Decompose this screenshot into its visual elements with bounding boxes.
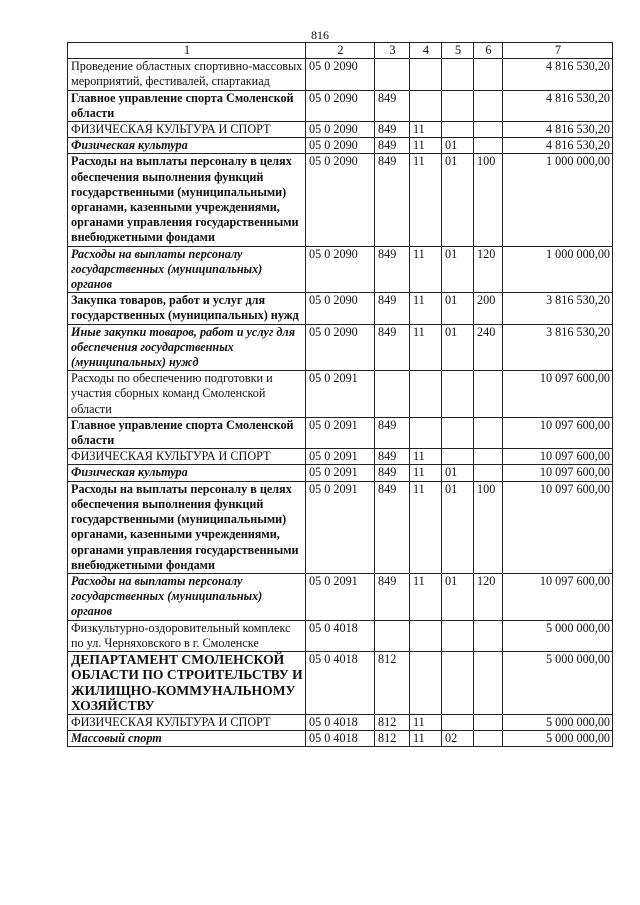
table-row: [68, 731, 613, 747]
target-code-cell: 05 0 2090: [306, 90, 375, 121]
target-code-cell: 05 0 2091: [306, 481, 375, 573]
subsection-cell: [442, 122, 474, 138]
expense-type-cell: [474, 620, 503, 651]
amount-cell: 10 097 600,00: [503, 465, 613, 481]
subsection-cell: [442, 449, 474, 465]
page-number: 816: [311, 28, 329, 42]
section-cell: [410, 90, 442, 121]
admin-code-cell: 849: [375, 246, 410, 293]
subsection-cell: 01: [442, 573, 474, 620]
subsection-cell: [442, 417, 474, 448]
expense-type-cell: 240: [474, 324, 503, 371]
amount-cell: 4 816 530,20: [503, 59, 613, 90]
target-code-cell: 05 0 4018: [306, 620, 375, 651]
row-name-cell: Физическая культура: [68, 138, 306, 154]
expense-type-cell: 120: [474, 246, 503, 293]
target-code-cell: 05 0 2091: [306, 465, 375, 481]
admin-code-cell: 849: [375, 481, 410, 573]
expense-type-cell: [474, 122, 503, 138]
amount-cell: 4 816 530,20: [503, 122, 613, 138]
target-code-cell: 05 0 2091: [306, 573, 375, 620]
subsection-cell: [442, 714, 474, 730]
table-row: [68, 573, 613, 620]
amount-cell: 4 816 530,20: [503, 90, 613, 121]
expense-type-cell: [474, 138, 503, 154]
column-number-row: [68, 43, 613, 59]
expense-type-cell: [474, 714, 503, 730]
amount-cell: 5 000 000,00: [503, 620, 613, 651]
column-header: 1: [68, 43, 306, 59]
table-body: [68, 59, 613, 747]
amount-cell: 4 816 530,20: [503, 138, 613, 154]
section-cell: 11: [410, 246, 442, 293]
admin-code-cell: 812: [375, 731, 410, 747]
amount-cell: 1 000 000,00: [503, 246, 613, 293]
amount-cell: 5 000 000,00: [503, 651, 613, 714]
row-name-cell: Расходы на выплаты персоналу государственных (муниципальных) органов: [68, 573, 306, 620]
subsection-cell: 01: [442, 138, 474, 154]
table-row: [68, 417, 613, 448]
column-header: 6: [474, 43, 503, 59]
expense-type-cell: [474, 731, 503, 747]
row-name-cell: Физкультурно-оздоровительный комплекс по ул. Черняховского в г. Смоленске: [68, 620, 306, 651]
section-cell: 11: [410, 324, 442, 371]
column-header: 4: [410, 43, 442, 59]
row-name-cell: Проведение областных спортивно-массовых мероприятий, фестивалей, спартакиад: [68, 59, 306, 90]
target-code-cell: 05 0 4018: [306, 731, 375, 747]
table-row: [68, 138, 613, 154]
row-name-cell: Иные закупки товаров, работ и услуг для обеспечения государственных (муниципальных) нужд: [68, 324, 306, 371]
expense-type-cell: [474, 449, 503, 465]
subsection-cell: 01: [442, 465, 474, 481]
row-name-cell: Главное управление спорта Смоленской области: [68, 90, 306, 121]
target-code-cell: 05 0 2091: [306, 371, 375, 418]
target-code-cell: 05 0 2090: [306, 138, 375, 154]
row-name-cell: Массовый спорт: [68, 731, 306, 747]
section-cell: 11: [410, 573, 442, 620]
subsection-cell: [442, 371, 474, 418]
row-name-cell: Главное управление спорта Смоленской области: [68, 417, 306, 448]
amount-cell: 1 000 000,00: [503, 154, 613, 246]
section-cell: [410, 417, 442, 448]
amount-cell: 10 097 600,00: [503, 371, 613, 418]
table-row: [68, 449, 613, 465]
section-cell: [410, 371, 442, 418]
table-row: [68, 122, 613, 138]
admin-code-cell: 849: [375, 324, 410, 371]
row-name-cell: Расходы по обеспечению подготовки и участия сборных команд Смоленской области: [68, 371, 306, 418]
admin-code-cell: 849: [375, 90, 410, 121]
table-row: [68, 90, 613, 121]
row-name-cell: Расходы на выплаты персоналу в целях обеспечения выполнения функций государственными (муниципальными) органами, казенными учреждениями, органами управления государственными внебюджетными фондами: [68, 481, 306, 573]
section-cell: 11: [410, 154, 442, 246]
target-code-cell: 05 0 2090: [306, 59, 375, 90]
target-code-cell: 05 0 2090: [306, 293, 375, 324]
admin-code-cell: 849: [375, 417, 410, 448]
section-cell: 11: [410, 293, 442, 324]
section-cell: 11: [410, 122, 442, 138]
row-name-cell: Физическая культура: [68, 465, 306, 481]
section-cell: 11: [410, 138, 442, 154]
amount-cell: 5 000 000,00: [503, 714, 613, 730]
subsection-cell: [442, 620, 474, 651]
admin-code-cell: [375, 620, 410, 651]
row-name-cell: Расходы на выплаты персоналу в целях обеспечения выполнения функций государственными (муниципальными) органами, казенными учреждениями, органами управления государственными внебюджетными фондами: [68, 154, 306, 246]
subsection-cell: [442, 90, 474, 121]
subsection-cell: 01: [442, 481, 474, 573]
target-code-cell: 05 0 2091: [306, 449, 375, 465]
admin-code-cell: 849: [375, 154, 410, 246]
admin-code-cell: 849: [375, 122, 410, 138]
table-row: [68, 324, 613, 371]
admin-code-cell: 849: [375, 293, 410, 324]
row-name-cell: ФИЗИЧЕСКАЯ КУЛЬТУРА И СПОРТ: [68, 449, 306, 465]
subsection-cell: 02: [442, 731, 474, 747]
expense-type-cell: 100: [474, 154, 503, 246]
admin-code-cell: [375, 59, 410, 90]
expense-type-cell: [474, 465, 503, 481]
column-header: 2: [306, 43, 375, 59]
admin-code-cell: 849: [375, 573, 410, 620]
table-row: [68, 59, 613, 90]
amount-cell: 10 097 600,00: [503, 417, 613, 448]
column-header: 5: [442, 43, 474, 59]
amount-cell: 3 816 530,20: [503, 293, 613, 324]
section-cell: 11: [410, 481, 442, 573]
table-row: [68, 293, 613, 324]
amount-cell: 10 097 600,00: [503, 481, 613, 573]
admin-code-cell: 812: [375, 651, 410, 714]
expense-type-cell: [474, 90, 503, 121]
target-code-cell: 05 0 2090: [306, 154, 375, 246]
subsection-cell: [442, 651, 474, 714]
table-row: [68, 246, 613, 293]
table-row: [68, 651, 613, 714]
expense-type-cell: [474, 371, 503, 418]
row-name-cell: Расходы на выплаты персоналу государственных (муниципальных) органов: [68, 246, 306, 293]
table-row: [68, 154, 613, 246]
section-cell: [410, 651, 442, 714]
section-cell: 11: [410, 465, 442, 481]
table-row: [68, 371, 613, 418]
column-header: 3: [375, 43, 410, 59]
column-header: 7: [503, 43, 613, 59]
admin-code-cell: 849: [375, 138, 410, 154]
target-code-cell: 05 0 2090: [306, 122, 375, 138]
expense-type-cell: [474, 417, 503, 448]
admin-code-cell: 849: [375, 449, 410, 465]
row-name-cell: ФИЗИЧЕСКАЯ КУЛЬТУРА И СПОРТ: [68, 122, 306, 138]
section-cell: [410, 620, 442, 651]
admin-code-cell: 812: [375, 714, 410, 730]
table-row: [68, 465, 613, 481]
amount-cell: 5 000 000,00: [503, 731, 613, 747]
subsection-cell: 01: [442, 246, 474, 293]
subsection-cell: [442, 59, 474, 90]
subsection-cell: 01: [442, 324, 474, 371]
section-cell: 11: [410, 714, 442, 730]
amount-cell: 3 816 530,20: [503, 324, 613, 371]
table-row: [68, 620, 613, 651]
target-code-cell: 05 0 4018: [306, 714, 375, 730]
subsection-cell: 01: [442, 154, 474, 246]
target-code-cell: 05 0 2090: [306, 324, 375, 371]
row-name-cell: ДЕПАРТАМЕНТ СМОЛЕНСКОЙ ОБЛАСТИ ПО СТРОИТЕЛЬСТВУ И ЖИЛИЩНО-КОММУНАЛЬНОМУ ХОЗЯЙСТВУ: [68, 651, 306, 714]
target-code-cell: 05 0 2091: [306, 417, 375, 448]
budget-table: [67, 42, 613, 747]
table-row: [68, 714, 613, 730]
section-cell: 11: [410, 449, 442, 465]
admin-code-cell: [375, 371, 410, 418]
row-name-cell: Закупка товаров, работ и услуг для государственных (муниципальных) нужд: [68, 293, 306, 324]
expense-type-cell: [474, 651, 503, 714]
amount-cell: 10 097 600,00: [503, 573, 613, 620]
target-code-cell: 05 0 2090: [306, 246, 375, 293]
section-cell: 11: [410, 731, 442, 747]
target-code-cell: 05 0 4018: [306, 651, 375, 714]
admin-code-cell: 849: [375, 465, 410, 481]
amount-cell: 10 097 600,00: [503, 449, 613, 465]
table-row: [68, 481, 613, 573]
subsection-cell: 01: [442, 293, 474, 324]
expense-type-cell: 120: [474, 573, 503, 620]
expense-type-cell: 100: [474, 481, 503, 573]
section-cell: [410, 59, 442, 90]
row-name-cell: ФИЗИЧЕСКАЯ КУЛЬТУРА И СПОРТ: [68, 714, 306, 730]
expense-type-cell: [474, 59, 503, 90]
expense-type-cell: 200: [474, 293, 503, 324]
